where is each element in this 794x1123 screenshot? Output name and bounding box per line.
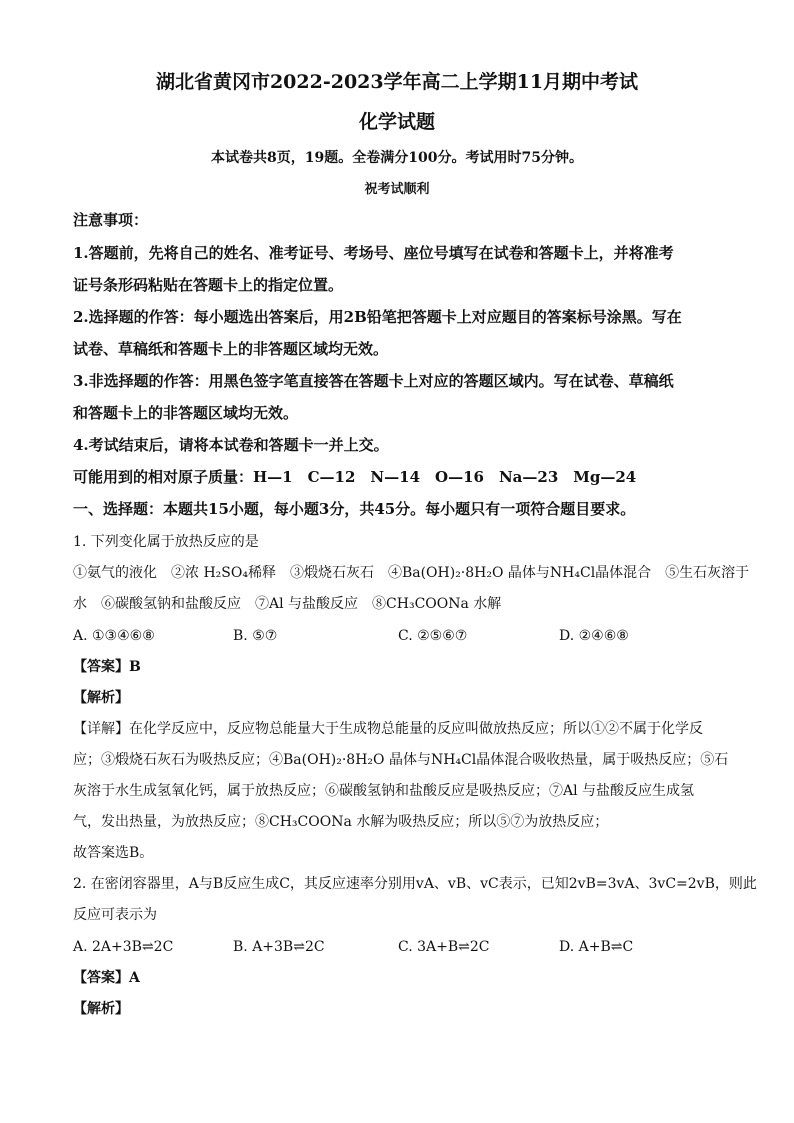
question-1-stem: 1. 下列变化属于放热反应的是 [73,534,259,550]
question-2-stem: 反应可表示为 [73,907,157,923]
question-1-items: ①氨气的液化 ②浓 H₂SO₄稀释 ③煅烧石灰石 ④Ba(OH)₂·8H₂O 晶体与NH₄Cl晶体混合 ⑤生石灰溶于 [73,565,750,581]
question-2-answer: 【答案】A [73,970,140,986]
notice-line: 1.答题前，先将自己的姓名、准考证号、考场号、座位号填写在试卷和答题卡上，并将准考 [73,244,674,262]
question-2-analysis: 【解析】 [73,1001,129,1017]
notice-line: 和答题卡上的非答题区域均无效。 [73,404,299,422]
atomic-masses: 可能用到的相对原子质量：H—1 C—12 N—14 O—16 Na—23 Mg—24 [73,468,637,486]
notice-line: 4.考试结束后，请将本试卷和答题卡一并上交。 [73,436,389,454]
question-1-detail: 气，发出热量，为放热反应；⑧CH₃COONa 水解为吸热反应；所以⑤⑦为放热反应； [73,814,609,830]
notice-heading: 注意事项： [73,211,149,229]
page-subtitle: 化学试题 [358,111,435,133]
exam-wish: 祝考试顺利 [364,182,430,197]
question-1-option-a: A. ①③④⑥⑧ [73,628,155,644]
page-title: 湖北省黄冈市2022-2023学年高二上学期11月期中考试 [155,71,639,93]
notice-line: 试卷、草稿纸和答题卡上的非答题区域均无效。 [73,340,389,358]
question-1-detail: 【详解】在化学反应中，反应物总能量大于生成物总能量的反应叫做放热反应；所以①②不属于化学反 [73,721,703,737]
question-2-option-b: B. A+3B⇌2C [233,939,325,955]
question-1-analysis: 【解析】 [73,690,129,706]
question-1-detail: 灰溶于水生成氢氧化钙，属于放热反应；⑥碳酸氢钠和盐酸反应是吸热反应；⑦Al 与盐酸反应生成氢 [73,783,695,799]
question-1-option-d: D. ②④⑥⑧ [559,628,629,644]
question-1-answer: 【答案】B [73,659,141,675]
question-1-option-b: B. ⑤⑦ [233,628,278,644]
section-heading: 一、选择题：本题共15小题，每小题3分，共45分。每小题只有一项符合题目要求。 [73,500,636,518]
question-2-option-d: D. A+B⇌C [559,939,634,955]
question-1-detail: 故答案选B。 [73,845,154,861]
notice-line: 证号条形码粘贴在答题卡上的指定位置。 [73,276,344,294]
question-1-items: 水 ⑥碳酸氢钠和盐酸反应 ⑦Al 与盐酸反应 ⑧CH₃COONa 水解 [73,596,502,612]
question-1-detail: 应；③煅烧石灰石为吸热反应；④Ba(OH)₂·8H₂O 晶体与NH₄Cl晶体混合吸收热量，属于吸热反应；⑤石 [73,752,729,768]
exam-info: 本试卷共8页，19题。全卷满分100分。考试用时75分钟。 [211,150,583,166]
question-2-stem: 2. 在密闭容器里，A与B反应生成C，其反应速率分别用vA、vB、vC表示，已知2vB=3vA、3vC=2vB，则此 [73,876,757,892]
question-1-option-c: C. ②⑤⑥⑦ [398,628,468,644]
question-2-option-c: C. 3A+B⇌2C [398,939,490,955]
notice-line: 3.非选择题的作答：用黑色签字笔直接答在答题卡上对应的答题区域内。写在试卷、草稿纸 [73,372,674,390]
question-2-option-a: A. 2A+3B⇌2C [73,939,174,955]
notice-line: 2.选择题的作答：每小题选出答案后，用2B铅笔把答题卡上对应题目的答案标号涂黑。写在 [73,308,682,326]
